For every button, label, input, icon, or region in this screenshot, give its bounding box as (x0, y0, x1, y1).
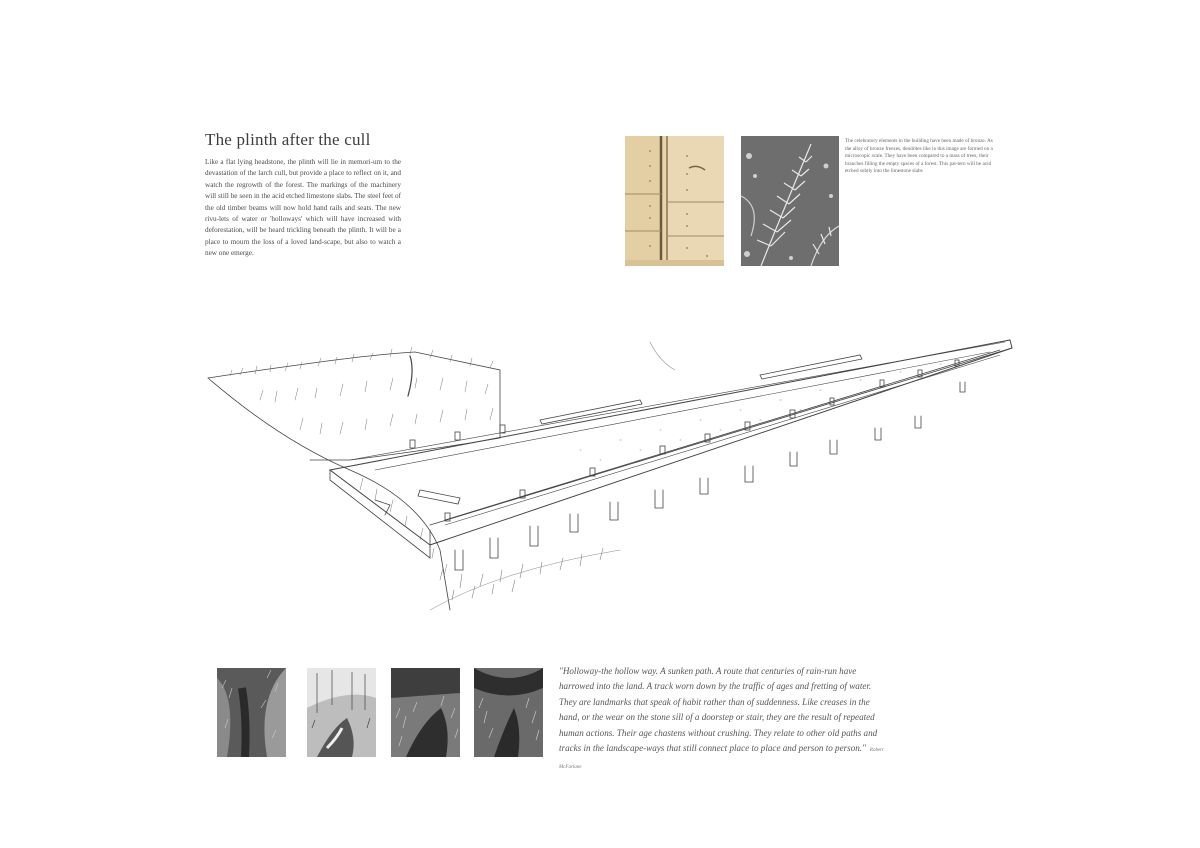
holloway-photo (217, 668, 286, 757)
quote-author: Robert McFarlane (559, 748, 884, 771)
plinth-perspective-drawing (200, 330, 1030, 620)
page-title: The plinth after the cull (205, 130, 371, 149)
holloway-quote (559, 664, 889, 776)
limestone-slab-photo (625, 136, 724, 266)
holloway-photo (307, 668, 376, 757)
holloway-photo (391, 668, 460, 757)
intro-paragraph: Like a flat lying headstone, the plinth will lie in memori-um to the devastation of the larch cull, but provide a place to reflect on it, and watch the regrowth of the forest. The markings of the machinery will still be seen in the acid etched limestone slabs. The steel feet of the old timber beams will now hold hand rails and seats. The new rivu-lets of water or 'holloways' which will have increased with deforestation, will be heard trickling beneath the plinth. It will be a place to mourn the loss of a loved land-scape, but also to watch a new one emerge. (205, 158, 401, 258)
quote-text: "Holloway-the hollow way. A sunken path. A route that centuries of rain-run have harrowed into the land. A track worn down by the traffic of ages and fretting of water. They are landmarks that speak of habit rather than of suddenness. Like creases in the hand, or the wear on the stone sill of a doorstep or stair, they are the result of repeated human actions. Their age chastens without crushing. They relate to other old paths and tracks in the landscape-ways that still connect place to place and person to person." (559, 666, 878, 754)
holloway-photo (474, 668, 543, 757)
bronze-caption: The celebratory elements in the building have been made of bronze. As the alloy of bronze freezes, dendrites like in this image are formed on a microscopic scale. They have been compared to a mass of trees, their branches filling the empty spaces of a forest. This pat-tern will be acid etched subtly into the limestone slabs (845, 138, 993, 175)
fern-dendrite-photo (741, 136, 839, 266)
